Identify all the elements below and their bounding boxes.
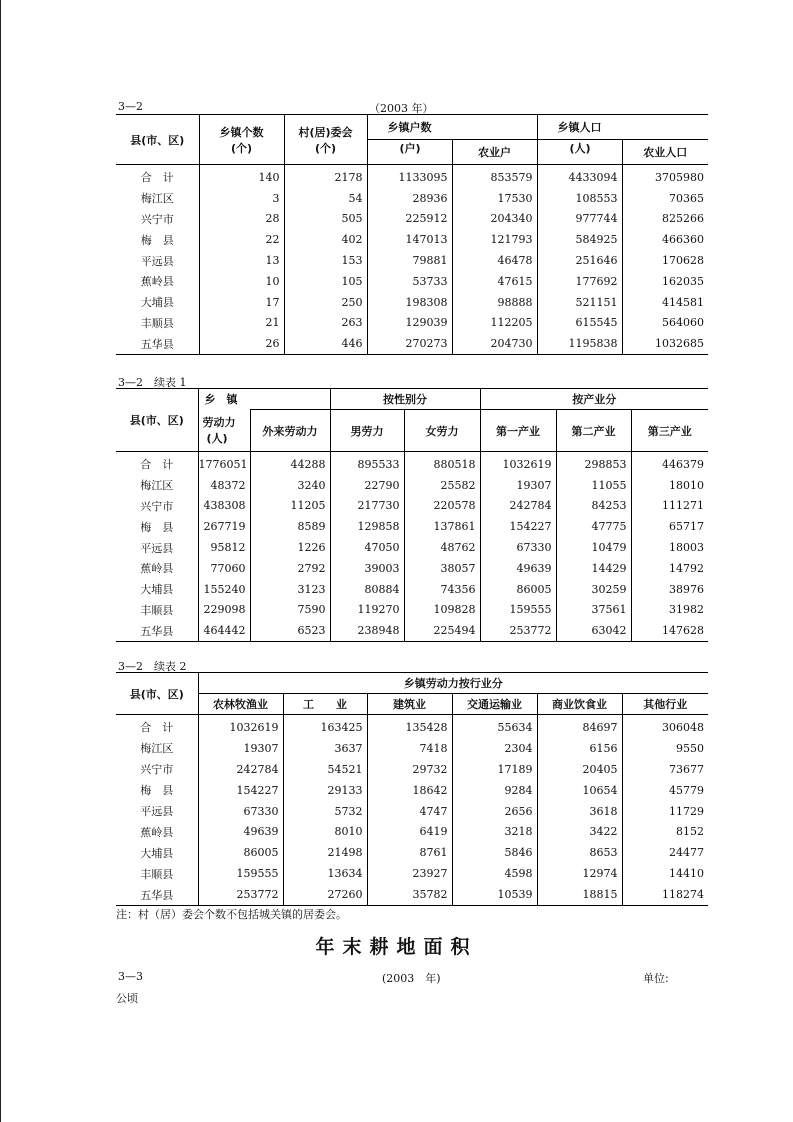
value-cell: 65717: [631, 516, 708, 537]
value-cell: 67330: [198, 801, 283, 822]
t3-other-header: 其他行业: [622, 694, 708, 715]
value-cell: 895533: [330, 452, 404, 475]
region-cell: 平远县: [140, 805, 174, 818]
region-cell: 蕉岭县: [140, 562, 174, 576]
table-row: [116, 271, 708, 292]
value-cell: 21: [199, 313, 284, 334]
table-row: [116, 842, 708, 863]
value-cell: 3422: [537, 821, 622, 842]
t2-labor-header-l2: 劳动力: [198, 410, 250, 430]
value-cell: 250: [284, 292, 367, 313]
table1: [116, 114, 708, 355]
value-cell: 977744: [537, 209, 622, 230]
value-cell: 13: [199, 250, 284, 271]
value-cell: 4433094: [537, 165, 622, 188]
value-cell: 10479: [556, 537, 631, 558]
value-cell: 1226: [250, 537, 330, 558]
value-cell: 204730: [452, 333, 537, 354]
t2-migrant-header: 外来劳动力: [250, 410, 330, 452]
table-row: [116, 780, 708, 801]
value-cell: 5732: [283, 801, 367, 822]
value-cell: 159555: [480, 600, 556, 621]
region-cell: 兴宁市: [140, 763, 174, 777]
value-cell: 29732: [367, 759, 452, 780]
value-cell: 2656: [452, 801, 537, 822]
value-cell: 615545: [537, 313, 622, 334]
value-cell: 5846: [452, 842, 537, 863]
value-cell: 47615: [452, 271, 537, 292]
value-cell: 204340: [452, 209, 537, 230]
value-cell: 77060: [198, 558, 250, 579]
value-cell: 18815: [537, 884, 622, 905]
value-cell: 162035: [622, 271, 708, 292]
value-cell: 253772: [198, 884, 283, 905]
table1-label: 3—2: [118, 100, 143, 113]
table-row: [116, 884, 708, 905]
value-cell: 170628: [622, 250, 708, 271]
t1-region-header: 县(市、区): [116, 115, 199, 165]
value-cell: 119270: [330, 600, 404, 621]
value-cell: 253772: [480, 620, 556, 641]
value-cell: 2304: [452, 738, 537, 759]
value-cell: 135428: [367, 715, 452, 738]
value-cell: 39003: [330, 558, 404, 579]
value-cell: 225912: [367, 209, 452, 230]
value-cell: 2178: [284, 165, 367, 188]
value-cell: 98888: [452, 292, 537, 313]
table-row: [116, 821, 708, 842]
value-cell: 137861: [404, 516, 480, 537]
table2-block: [116, 374, 708, 642]
table-row: [116, 620, 708, 641]
table-row: [116, 475, 708, 496]
value-cell: 28936: [367, 188, 452, 209]
value-cell: 159555: [198, 863, 283, 884]
value-cell: 27260: [283, 884, 367, 905]
table1-block: [116, 100, 708, 355]
t1-pop-unit: (人): [537, 140, 622, 165]
table1-year: （2003 年）: [369, 102, 434, 115]
value-cell: 22: [199, 229, 284, 250]
region-cell: 兴宁市: [140, 212, 174, 226]
table-row: [116, 229, 708, 250]
value-cell: 8761: [367, 842, 452, 863]
t1-towns-header: 乡镇个数: [199, 115, 284, 140]
value-cell: 464442: [198, 620, 250, 641]
t3-region-header: 县(市、区): [116, 673, 198, 715]
value-cell: 19307: [480, 475, 556, 496]
value-cell: 414581: [622, 292, 708, 313]
value-cell: 4747: [367, 801, 452, 822]
table3: [116, 672, 708, 906]
value-cell: 521151: [537, 292, 622, 313]
t1-towns-unit: (个): [199, 140, 284, 165]
value-cell: 12974: [537, 863, 622, 884]
value-cell: 270273: [367, 333, 452, 354]
region-cell: 梅 县: [140, 233, 174, 247]
value-cell: 20405: [537, 759, 622, 780]
section-year: (2003 年): [382, 972, 441, 985]
value-cell: 163425: [283, 715, 367, 738]
value-cell: 29133: [283, 780, 367, 801]
table-row: [116, 452, 708, 475]
value-cell: 10654: [537, 780, 622, 801]
value-cell: 44288: [250, 452, 330, 475]
value-cell: 446: [284, 333, 367, 354]
value-cell: 880518: [404, 452, 480, 475]
value-cell: 298853: [556, 452, 631, 475]
table-row: [116, 863, 708, 884]
value-cell: 118274: [622, 884, 708, 905]
value-cell: 84697: [537, 715, 622, 738]
value-cell: 63042: [556, 620, 631, 641]
region-cell: 平远县: [140, 541, 174, 555]
t3-industry-header: 工 业: [283, 694, 367, 715]
table-row: [116, 333, 708, 354]
table-row: [116, 209, 708, 230]
t1-agri-hh-header: 农业户: [452, 140, 537, 165]
value-cell: 54521: [283, 759, 367, 780]
value-cell: 70365: [622, 188, 708, 209]
value-cell: 48762: [404, 537, 480, 558]
t2-primary-header: 第一产业: [480, 410, 556, 452]
table-row: [116, 801, 708, 822]
value-cell: 47775: [556, 516, 631, 537]
footnote: 注：村（居）委会个数不包括城关镇的居委会。: [116, 908, 347, 921]
value-cell: 238948: [330, 620, 404, 641]
region-cell: 梅 县: [140, 784, 174, 798]
value-cell: 155240: [198, 579, 250, 600]
value-cell: 10539: [452, 884, 537, 905]
value-cell: 112205: [452, 313, 537, 334]
t1-vc-header: 村(居)委会: [284, 115, 367, 140]
value-cell: 31982: [631, 600, 708, 621]
value-cell: 18003: [631, 537, 708, 558]
table2-caption: [116, 374, 708, 388]
table-row: [116, 558, 708, 579]
value-cell: 11055: [556, 475, 631, 496]
value-cell: 9550: [622, 738, 708, 759]
table2-label: 3—2 续表 1: [118, 376, 187, 389]
value-cell: 17530: [452, 188, 537, 209]
value-cell: 3: [199, 188, 284, 209]
table-row: [116, 516, 708, 537]
table-row: [116, 537, 708, 558]
value-cell: 35782: [367, 884, 452, 905]
section-title: 年末耕地面积: [315, 936, 478, 958]
table2: [116, 388, 708, 642]
value-cell: 95812: [198, 537, 250, 558]
value-cell: 38976: [631, 579, 708, 600]
value-cell: 55634: [452, 715, 537, 738]
value-cell: 1776051: [198, 452, 250, 475]
value-cell: 198308: [367, 292, 452, 313]
table3-label: 3—2 续表 2: [118, 660, 187, 673]
value-cell: 225494: [404, 620, 480, 641]
value-cell: 154227: [198, 780, 283, 801]
value-cell: 147628: [631, 620, 708, 641]
region-cell: 大埔县: [140, 846, 174, 860]
region-cell: 蕉岭县: [140, 275, 174, 289]
value-cell: 242784: [198, 759, 283, 780]
value-cell: 54: [284, 188, 367, 209]
table-row: [116, 165, 708, 188]
table-row: [116, 600, 708, 621]
t1-agri-pop-header: 农业人口: [622, 140, 708, 165]
region-cell: 合 计: [140, 458, 174, 472]
value-cell: 147013: [367, 229, 452, 250]
value-cell: 121793: [452, 229, 537, 250]
value-cell: 14792: [631, 558, 708, 579]
value-cell: 129039: [367, 313, 452, 334]
value-cell: 1032619: [480, 452, 556, 475]
value-cell: 109828: [404, 600, 480, 621]
value-cell: 1032619: [198, 715, 283, 738]
section-unit-label: 单位:: [643, 972, 669, 985]
value-cell: 402: [284, 229, 367, 250]
value-cell: 446379: [631, 452, 708, 475]
t2-by-sex-header: 按性别分: [330, 389, 480, 410]
value-cell: 80884: [330, 579, 404, 600]
t2-body: [116, 452, 708, 642]
value-cell: 6419: [367, 821, 452, 842]
table-row: [116, 313, 708, 334]
region-cell: 合 计: [140, 721, 174, 735]
value-cell: 1133095: [367, 165, 452, 188]
table-row: [116, 715, 708, 738]
value-cell: 49639: [480, 558, 556, 579]
t3-body: [116, 715, 708, 906]
value-cell: 853579: [452, 165, 537, 188]
value-cell: 86005: [198, 842, 283, 863]
table3-caption: [116, 658, 708, 672]
value-cell: 108553: [537, 188, 622, 209]
value-cell: 8010: [283, 821, 367, 842]
region-cell: 丰顺县: [140, 603, 174, 617]
value-cell: 105: [284, 271, 367, 292]
region-cell: 大埔县: [140, 583, 174, 597]
value-cell: 9284: [452, 780, 537, 801]
value-cell: 19307: [198, 738, 283, 759]
value-cell: 6523: [250, 620, 330, 641]
value-cell: 242784: [480, 496, 556, 517]
t3-commerce-header: 商业饮食业: [537, 694, 622, 715]
value-cell: 3123: [250, 579, 330, 600]
t2-by-industry-header: 按产业分: [480, 389, 708, 410]
value-cell: 11729: [622, 801, 708, 822]
table3-block: [116, 658, 708, 906]
t2-region-header: 县(市、区): [116, 389, 198, 452]
value-cell: 306048: [622, 715, 708, 738]
value-cell: 3637: [283, 738, 367, 759]
region-cell: 丰顺县: [140, 316, 174, 330]
t1-hh-header: 乡镇户数: [367, 115, 537, 140]
value-cell: 23927: [367, 863, 452, 884]
value-cell: 47050: [330, 537, 404, 558]
t2-labor-header-l3: (人): [198, 430, 250, 452]
t1-hh-unit: (户): [367, 140, 452, 165]
region-cell: 平远县: [140, 254, 174, 268]
value-cell: 7418: [367, 738, 452, 759]
value-cell: 8589: [250, 516, 330, 537]
region-cell: 合 计: [140, 171, 174, 185]
value-cell: 73677: [622, 759, 708, 780]
t2-male-header: 男劳力: [330, 410, 404, 452]
region-cell: 梅江区: [140, 742, 174, 756]
value-cell: 74356: [404, 579, 480, 600]
table-row: [116, 738, 708, 759]
value-cell: 48372: [198, 475, 250, 496]
value-cell: 84253: [556, 496, 631, 517]
value-cell: 13634: [283, 863, 367, 884]
value-cell: 53733: [367, 271, 452, 292]
value-cell: 825266: [622, 209, 708, 230]
value-cell: 49639: [198, 821, 283, 842]
value-cell: 229098: [198, 600, 250, 621]
value-cell: 18642: [367, 780, 452, 801]
value-cell: 7590: [250, 600, 330, 621]
value-cell: 26: [199, 333, 284, 354]
t2-labor-header-l1: 乡 镇: [198, 389, 330, 410]
value-cell: 251646: [537, 250, 622, 271]
value-cell: 466360: [622, 229, 708, 250]
region-cell: 兴宁市: [140, 499, 174, 513]
value-cell: 79881: [367, 250, 452, 271]
value-cell: 140: [199, 165, 284, 188]
value-cell: 17: [199, 292, 284, 313]
t1-vc-unit: (个): [284, 140, 367, 165]
table-row: [116, 496, 708, 517]
value-cell: 1195838: [537, 333, 622, 354]
value-cell: 263: [284, 313, 367, 334]
value-cell: 11205: [250, 496, 330, 517]
value-cell: 177692: [537, 271, 622, 292]
value-cell: 217730: [330, 496, 404, 517]
t3-agri-header: 农林牧渔业: [198, 694, 283, 715]
table-row: [116, 188, 708, 209]
value-cell: 129858: [330, 516, 404, 537]
table-row: [116, 292, 708, 313]
value-cell: 267719: [198, 516, 250, 537]
value-cell: 37561: [556, 600, 631, 621]
value-cell: 30259: [556, 579, 631, 600]
region-cell: 梅 县: [140, 520, 174, 534]
value-cell: 1032685: [622, 333, 708, 354]
value-cell: 21498: [283, 842, 367, 863]
table-row: [116, 579, 708, 600]
value-cell: 8152: [622, 821, 708, 842]
value-cell: 67330: [480, 537, 556, 558]
value-cell: 3705980: [622, 165, 708, 188]
table-row: [116, 759, 708, 780]
value-cell: 14429: [556, 558, 631, 579]
value-cell: 220578: [404, 496, 480, 517]
region-cell: 五华县: [116, 884, 198, 905]
value-cell: 438308: [198, 496, 250, 517]
table-row: [116, 250, 708, 271]
t3-transport-header: 交通运输业: [452, 694, 537, 715]
region-cell: 五华县: [116, 620, 198, 641]
section-label: 3—3: [118, 970, 143, 983]
value-cell: 3618: [537, 801, 622, 822]
value-cell: 111271: [631, 496, 708, 517]
region-cell: 大埔县: [140, 296, 174, 310]
t3-construction-header: 建筑业: [367, 694, 452, 715]
value-cell: 6156: [537, 738, 622, 759]
value-cell: 10: [199, 271, 284, 292]
t2-female-header: 女劳力: [404, 410, 480, 452]
value-cell: 25582: [404, 475, 480, 496]
value-cell: 2792: [250, 558, 330, 579]
value-cell: 153: [284, 250, 367, 271]
region-cell: 梅江区: [140, 192, 174, 206]
t3-group-header: 乡镇劳动力按行业分: [198, 673, 708, 694]
region-cell: 五华县: [116, 333, 199, 354]
value-cell: 38057: [404, 558, 480, 579]
table1-caption: [116, 100, 708, 114]
value-cell: 3240: [250, 475, 330, 496]
value-cell: 154227: [480, 516, 556, 537]
t1-pop-header: 乡镇人口: [537, 115, 708, 140]
value-cell: 22790: [330, 475, 404, 496]
value-cell: 17189: [452, 759, 537, 780]
region-cell: 梅江区: [140, 479, 174, 493]
value-cell: 28: [199, 209, 284, 230]
value-cell: 584925: [537, 229, 622, 250]
value-cell: 564060: [622, 313, 708, 334]
value-cell: 4598: [452, 863, 537, 884]
value-cell: 14410: [622, 863, 708, 884]
t1-body: [116, 165, 708, 355]
value-cell: 3218: [452, 821, 537, 842]
value-cell: 18010: [631, 475, 708, 496]
region-cell: 丰顺县: [140, 867, 174, 881]
value-cell: 45779: [622, 780, 708, 801]
section-unit-value: 公顷: [116, 992, 138, 1005]
value-cell: 86005: [480, 579, 556, 600]
value-cell: 46478: [452, 250, 537, 271]
value-cell: 505: [284, 209, 367, 230]
t2-secondary-header: 第二产业: [556, 410, 631, 452]
value-cell: 24477: [622, 842, 708, 863]
value-cell: 8653: [537, 842, 622, 863]
t2-tertiary-header: 第三产业: [631, 410, 708, 452]
region-cell: 蕉岭县: [140, 825, 174, 839]
